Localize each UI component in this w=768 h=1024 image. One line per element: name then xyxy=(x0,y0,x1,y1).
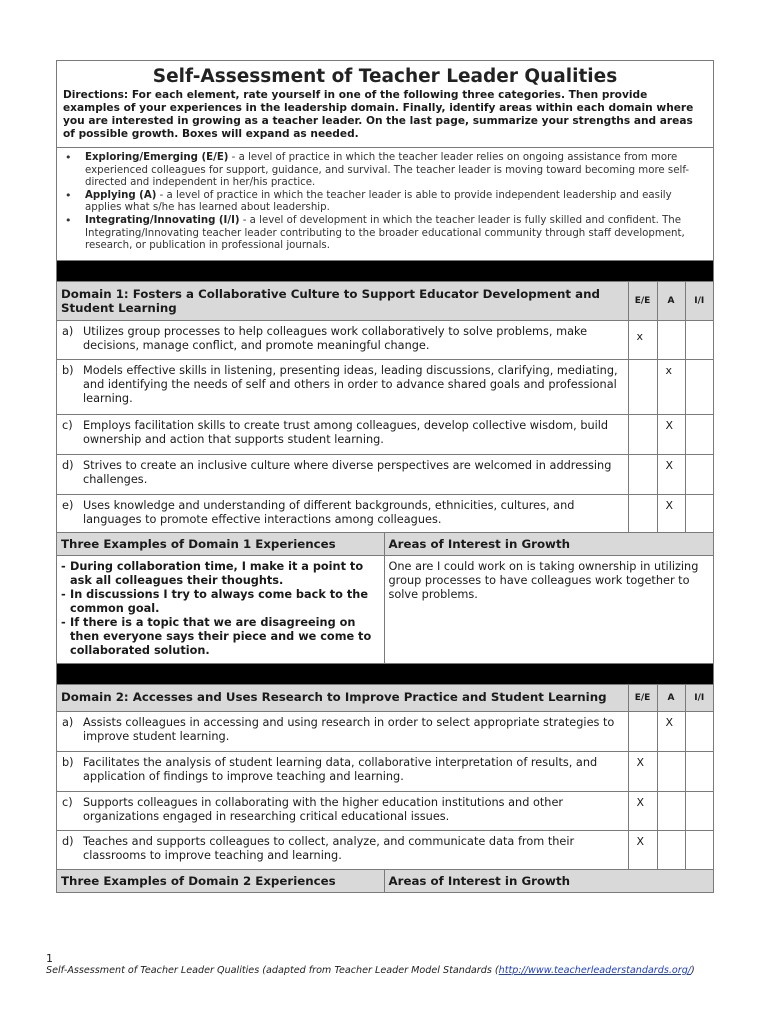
growth-header: Areas of Interest in Growth xyxy=(384,533,713,556)
column-ii: I/I xyxy=(685,685,713,712)
footer-citation xyxy=(46,965,695,976)
domain-2-examples-table xyxy=(57,870,713,893)
rating-ee-cell[interactable] xyxy=(628,414,657,454)
rating-a-cell[interactable] xyxy=(657,752,685,792)
growth-cell[interactable]: One are I could work on is taking ownership in utilizing group processes to have colleagues work together to solve problems. xyxy=(384,555,713,663)
item-text: Teaches and supports colleagues to collect, analyze, and communicate data from their classrooms to improve teaching and learning. xyxy=(79,831,628,870)
examples-cell[interactable] xyxy=(57,555,384,663)
item-text: Employs facilitation skills to create trust among colleagues, develop collective wisdom, build ownership and action that supports student learning. xyxy=(79,414,628,454)
definition-term: Exploring/Emerging (E/E) xyxy=(85,152,229,163)
column-ee: E/E xyxy=(628,685,657,712)
definition-text: - a level of practice in which the teacher leader is able to provide independent leadership and easily applies what s/he has learned about leadership. xyxy=(85,189,672,214)
standards-link[interactable]: http://www.teacherleaderstandards.org/ xyxy=(498,965,692,976)
rating-a-cell[interactable]: x xyxy=(657,359,685,414)
table-row xyxy=(57,831,713,870)
list-item: - If there is a topic that we are disagreeing on then everyone says their piece and we come to collaborated solution. xyxy=(61,615,372,657)
table-row xyxy=(57,752,713,792)
table-row xyxy=(57,712,713,752)
item-letter: d) xyxy=(57,831,79,870)
section-divider xyxy=(57,261,713,282)
examples-header-row xyxy=(57,870,713,893)
list-item: - During collaboration time, I make it a point to ask all colleagues their thoughts. xyxy=(61,559,364,587)
item-text: Supports colleagues in collaborating with the higher education institutions and other organizations engaged in researching critical educational issues. xyxy=(79,792,628,831)
citation-text: Self-Assessment of Teacher Leader Qualities (adapted from Teacher Leader Model Standards ( xyxy=(46,965,499,976)
examples-header: Three Examples of Domain 1 Experiences xyxy=(57,533,384,556)
rating-ii-cell[interactable] xyxy=(685,752,713,792)
bullet-icon: • xyxy=(65,213,72,227)
item-letter: b) xyxy=(57,752,79,792)
title-box xyxy=(57,61,713,148)
list-item: - In discussions I try to always come back to the common goal. xyxy=(61,587,368,615)
page-title: Self-Assessment of Teacher Leader Qualities xyxy=(152,66,618,87)
item-text: Facilitates the analysis of student learning data, collaborative interpretation of results, and application of findings to improve teaching and learning. xyxy=(79,752,628,792)
item-letter: a) xyxy=(57,320,79,359)
rating-a-cell[interactable]: X xyxy=(657,414,685,454)
rating-ii-cell[interactable] xyxy=(685,712,713,752)
item-text: Strives to create an inclusive culture where diverse perspectives are welcomed in addressing challenges. xyxy=(79,454,628,494)
rating-ii-cell[interactable] xyxy=(685,792,713,831)
definition-term: Applying (A) xyxy=(85,189,157,201)
item-text: Utilizes group processes to help colleagues work collaboratively to solve problems, make decisions, manage conflict, and promote meaningful change. xyxy=(79,320,628,359)
rating-ii-cell[interactable] xyxy=(685,414,713,454)
rating-a-cell[interactable]: X xyxy=(657,712,685,752)
example-text: During collaboration time, I make it a point to ask all colleagues their thoughts. xyxy=(70,559,364,587)
item-text: Models effective skills in listening, presenting ideas, leading discussions, clarifying, mediating, and identifying the needs of self and others in order to advance shared goals and professional learning. xyxy=(79,359,628,414)
rating-ii-cell[interactable] xyxy=(685,831,713,870)
rating-ee-cell[interactable]: X xyxy=(628,792,657,831)
definition-applying xyxy=(63,190,707,215)
rating-ii-cell[interactable] xyxy=(685,320,713,359)
definition-integrating xyxy=(63,215,707,253)
item-letter: c) xyxy=(57,792,79,831)
assessment-form xyxy=(56,60,714,893)
rating-ii-cell[interactable] xyxy=(685,359,713,414)
example-text: If there is a topic that we are disagreeing on then everyone says their piece and we come to collaborated solution. xyxy=(70,615,372,657)
rating-ee-cell[interactable]: X xyxy=(628,831,657,870)
bullet-icon: • xyxy=(65,188,72,202)
item-text: Uses knowledge and understanding of different backgrounds, ethnicities, cultures, and languages to promote effective interactions among colleagues. xyxy=(79,494,628,532)
citation-close: ) xyxy=(691,965,695,976)
domain-1-table xyxy=(57,282,713,533)
domain-title: Domain 1: Fosters a Collaborative Culture to Support Educator Development and Student Learning xyxy=(57,282,628,321)
rating-a-cell[interactable] xyxy=(657,792,685,831)
rating-a-cell[interactable]: X xyxy=(657,454,685,494)
definition-text: - a level of development in which the teacher leader is fully skilled and confident. The Integrating/Innovating teacher leader contributing to the broader educational community through staff development, research, or publication in professional journals. xyxy=(85,214,685,252)
item-letter: b) xyxy=(57,359,79,414)
growth-header: Areas of Interest in Growth xyxy=(384,870,713,893)
domain-title: Domain 2: Accesses and Uses Research to Improve Practice and Student Learning xyxy=(57,685,628,712)
item-letter: a) xyxy=(57,712,79,752)
rating-ee-cell[interactable] xyxy=(628,359,657,414)
bullet-icon: • xyxy=(65,151,72,164)
domain-2-table xyxy=(57,685,713,871)
rating-definitions xyxy=(57,148,713,261)
example-text: In discussions I try to always come back to the common goal. xyxy=(70,587,368,615)
column-a: A xyxy=(657,685,685,712)
table-row xyxy=(57,320,713,359)
column-ii: I/I xyxy=(685,282,713,321)
table-row xyxy=(57,494,713,532)
rating-a-cell[interactable]: X xyxy=(657,494,685,532)
domain-1-header xyxy=(57,282,713,321)
rating-ii-cell[interactable] xyxy=(685,494,713,532)
rating-a-cell[interactable] xyxy=(657,320,685,359)
section-divider xyxy=(57,664,713,685)
rating-ee-cell[interactable] xyxy=(628,494,657,532)
definition-exploring xyxy=(63,152,707,190)
directions-text: Directions: For each element, rate yourself in one of the following three categories. Then provide examples of your experiences in the leadership domain. Finally, identify areas within each domain where you are interested in growing as a teacher leader. On the last page, summarize your strengths and areas of possible growth. Boxes will expand as needed. xyxy=(63,89,694,140)
table-row xyxy=(57,792,713,831)
definition-term: Integrating/Innovating (I/I) xyxy=(85,214,240,226)
item-text: Assists colleagues in accessing and using research in order to select appropriate strategies to improve student learning. xyxy=(79,712,628,752)
column-ee: E/E xyxy=(628,282,657,321)
examples-header: Three Examples of Domain 2 Experiences xyxy=(57,870,384,893)
item-letter: d) xyxy=(57,454,79,494)
rating-ii-cell[interactable] xyxy=(685,454,713,494)
examples-header-row xyxy=(57,533,713,556)
definition-text: - a level of practice in which the teacher leader relies on ongoing assistance from more experienced colleagues for support, guidance, and survival. The teacher leader is moving toward becoming more self-directed and independent in her/his practice. xyxy=(85,152,690,189)
rating-ee-cell[interactable]: X xyxy=(628,752,657,792)
item-letter: c) xyxy=(57,414,79,454)
rating-ee-cell[interactable] xyxy=(628,454,657,494)
column-a: A xyxy=(657,282,685,321)
item-letter: e) xyxy=(57,494,79,532)
rating-a-cell[interactable] xyxy=(657,831,685,870)
rating-ee-cell[interactable] xyxy=(628,712,657,752)
domain-1-examples-table xyxy=(57,533,713,664)
table-row xyxy=(57,454,713,494)
table-row xyxy=(57,359,713,414)
page-number: 1 xyxy=(46,952,53,965)
examples-row xyxy=(57,555,713,663)
rating-ee-cell[interactable]: x xyxy=(628,320,657,359)
table-row xyxy=(57,414,713,454)
domain-2-header xyxy=(57,685,713,712)
